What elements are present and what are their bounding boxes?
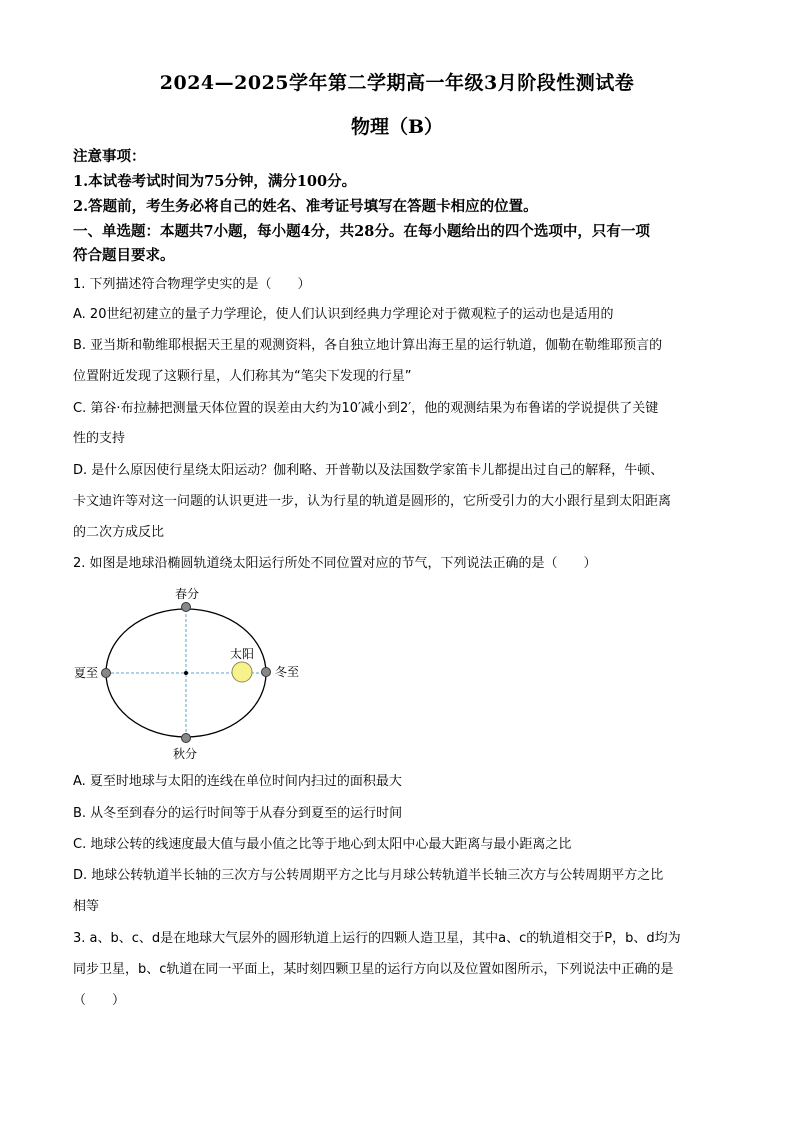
q2-option-b: B. 从冬至到春分的运行时间等于从春分到夏至的运行时间 [73, 806, 403, 821]
page-title: 2024—2025学年第二学期高一年级3月阶段性测试卷 [159, 72, 635, 94]
notes-item-1: 1.本试卷考试时间为75分钟，满分100分。 [73, 173, 357, 190]
autumn-label: 秋分 [173, 747, 198, 761]
q2-stem: 2. 如图是地球沿椭圆轨道绕太阳运行所处不同位置对应的节气，下列说法正确的是（ ） [73, 556, 597, 571]
q3-stem-line-1: 3. a、b、c、d是在地球大气层外的圆形轨道上运行的四颗人造卫星，其中a、c的轨道相交于P，b、d均为 [73, 931, 681, 946]
q3-stem-line-2: 同步卫星，b、c轨道在同一平面上，某时刻四颗卫星的运行方向以及位置如图所示，下列说法中正确的是 [73, 962, 674, 977]
earth-spring-icon [182, 603, 191, 612]
sun-label: 太阳 [230, 647, 255, 661]
sun-icon [232, 662, 252, 682]
q1-stem: 1. 下列描述符合物理学史实的是（ ） [73, 277, 311, 292]
q2-option-c: C. 地球公转的线速度最大值与最小值之比等于地心到太阳中心最大距离与最小距离之比 [73, 837, 572, 852]
q1-option-c-line-2: 性的支持 [73, 431, 126, 446]
q1-option-d-line-1: D. 是什么原因使行星绕太阳运动？伽利略、开普勒以及法国数学家笛卡儿都提出过自己的解释，牛顿、 [73, 463, 664, 478]
q2-option-d-line-1: D. 地球公转轨道半长轴的三次方与公转周期平方之比与月球公转轨道半长轴三次方与公转周期平方之比 [73, 868, 664, 883]
notes-item-2: 2.答题前，考生务必将自己的姓名、准考证号填写在答题卡相应的位置。 [73, 198, 538, 215]
summer-label: 夏至 [74, 666, 99, 680]
q1-option-c-line-1: C. 第谷·布拉赫把测量天体位置的误差由大约为10′减小到2′，他的观测结果为布鲁诺的学说提供了关键 [73, 401, 659, 416]
q2-option-d-line-2: 相等 [73, 899, 100, 914]
earth-winter-icon [262, 668, 271, 677]
q1-option-d-line-3: 的二次方成反比 [73, 525, 165, 540]
earth-autumn-icon [182, 734, 191, 743]
q2-option-a: A. 夏至时地球与太阳的连线在单位时间内扫过的面积最大 [73, 774, 402, 789]
section-heading-line-1: 一、单选题：本题共7小题，每小题4分，共28分。在每小题给出的四个选项中，只有一项 [73, 223, 650, 240]
q1-option-b-line-1: B. 亚当斯和勒维耶根据天王星的观测资料，各自独立地计算出海王星的运行轨道，伽勒在勒维耶预言的 [73, 338, 663, 353]
q1-option-b-line-2: 位置附近发现了这颗行星，人们称其为“笔尖下发现的行星” [73, 369, 412, 384]
page-subtitle: 物理（B） [350, 116, 444, 138]
q1-option-d-line-2: 卡文迪许等对这一问题的认识更进一步，认为行星的轨道是圆形的，它所受引力的大小跟行星到太阳距离 [73, 494, 672, 509]
orbit-center-dot [184, 671, 188, 675]
winter-label: 冬至 [275, 665, 300, 679]
earth-summer-icon [102, 669, 111, 678]
section-heading-line-2: 符合题目要求。 [73, 247, 175, 264]
notes-heading: 注意事项： [73, 148, 146, 165]
q3-stem-line-3: （ ） [73, 993, 126, 1008]
orbit-diagram [74, 582, 320, 762]
q1-option-a: A. 20世纪初建立的量子力学理论，使人们认识到经典力学理论对于微观粒子的运动也是适用的 [73, 307, 614, 322]
spring-label: 春分 [175, 587, 200, 601]
